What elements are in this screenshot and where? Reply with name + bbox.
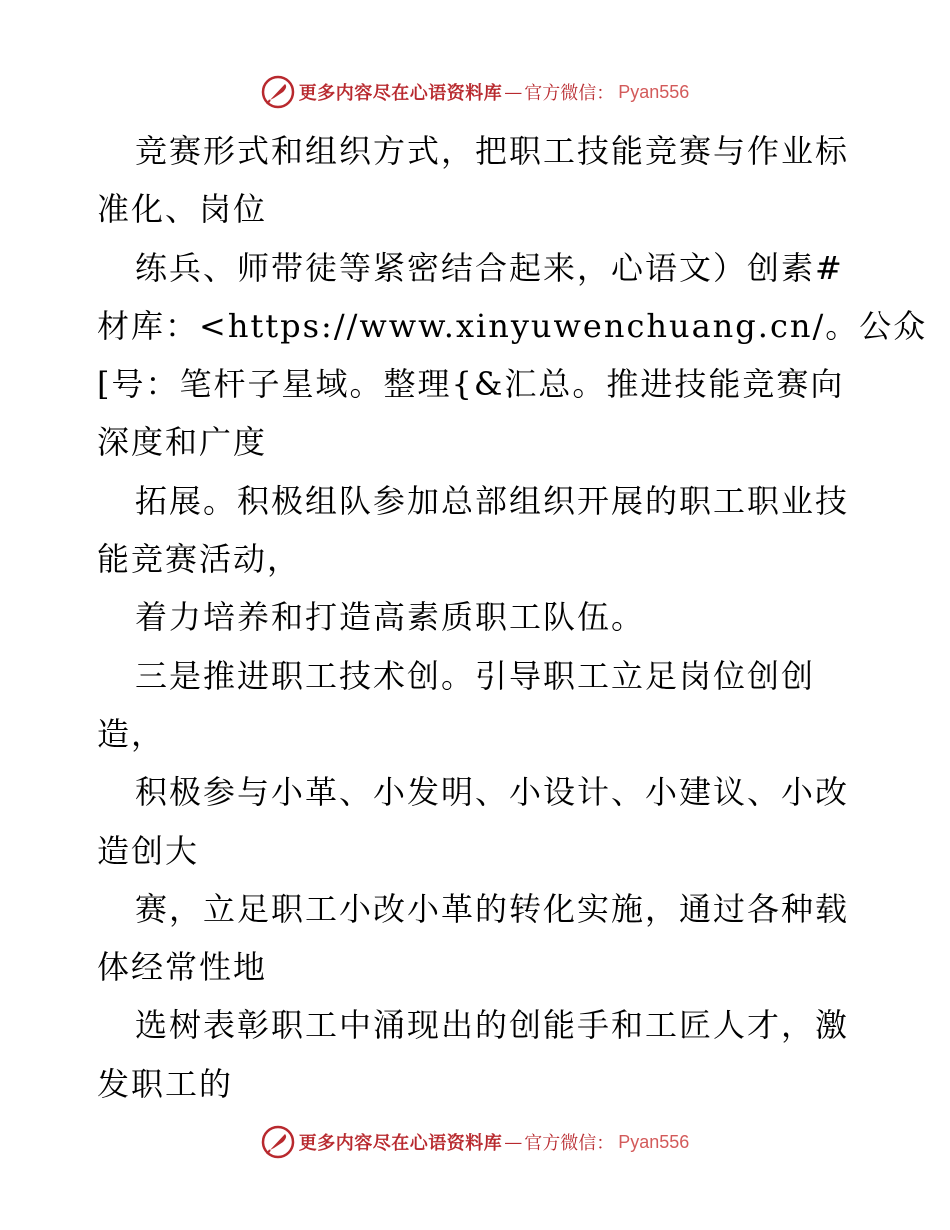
watermark-dash: — [504, 1131, 523, 1153]
watermark-text: 更多内容尽在心语资料库 [298, 83, 503, 104]
text-line: 拓展。积极组队参加总部组织开展的职工职业技 [135, 481, 850, 520]
text-line: 竞赛形式和组织方式，把职工技能竞赛与作业标 [135, 132, 850, 170]
text-line: 造创大 [97, 831, 200, 870]
document-body [97, 122, 928, 1113]
watermark-official-label: 官方微信： [524, 1133, 615, 1154]
footer-watermark [0, 1125, 950, 1159]
text-line: 三是推进职工技术创。引导职工立足岗位创创 [135, 656, 816, 695]
watermark-text: 更多内容尽在心语资料库 [298, 1133, 503, 1154]
text-line: [号：笔杆子星域。整理{&汇总。推进技能竞赛向 [97, 365, 845, 404]
watermark-wechat-id: Pyan556 [618, 1131, 690, 1152]
header-watermark [0, 75, 950, 109]
text-line: 发职工的 [97, 1064, 234, 1103]
text-line: 材库：<https://www.xinyuwenchuang.cn/。公众 [97, 306, 928, 345]
watermark-wechat-id: Pyan556 [618, 81, 690, 102]
text-line: 练兵、师带徒等紧密结合起来，心语文）创素# [135, 248, 844, 287]
text-line: 体经常性地 [97, 948, 268, 987]
text-line: 着力培养和打造高素质职工队伍。 [135, 598, 646, 637]
feather-pen-logo-icon [261, 1125, 295, 1159]
watermark-official-label: 官方微信： [524, 83, 615, 104]
text-line: 赛，立足职工小改小革的转化实施，通过各种载 [135, 889, 850, 928]
text-line: 准化、岗位 [97, 190, 268, 229]
text-line: 造， [97, 714, 166, 753]
text-line: 积极参与小革、小发明、小设计、小建议、小改 [135, 773, 850, 812]
watermark-dash: — [504, 81, 523, 103]
text-line: 选树表彰职工中涌现出的创能手和工匠人才，激 [135, 1006, 850, 1045]
text-line: 深度和广度 [97, 423, 268, 462]
text-line: 能竞赛活动， [97, 540, 302, 579]
feather-pen-logo-icon [261, 75, 295, 109]
